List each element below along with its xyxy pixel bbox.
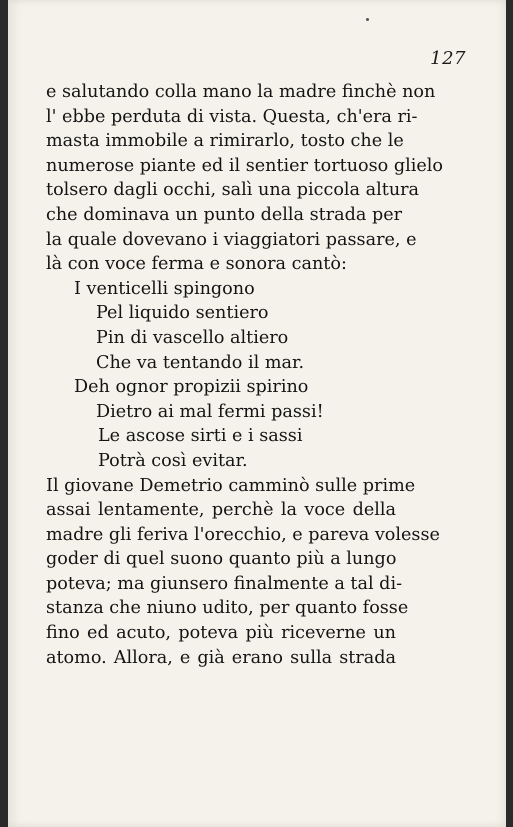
text-line: che dominava un punto della strada per (46, 204, 403, 225)
text-line: stanza che niuno udito, per quanto fosse (46, 598, 409, 619)
page-text (46, 80, 444, 670)
text-line: là con voce ferma e sonora cantò: (46, 254, 347, 275)
text-line: e salutando colla mano la madre finchè non (46, 82, 436, 102)
book-page (8, 0, 506, 827)
text-line: goder di quel suono quanto più a lungo (46, 549, 397, 570)
text-line: tolsero dagli occhi, salì una piccola altura (46, 180, 420, 201)
verse-line: Le ascose sirti e i sassi (98, 426, 303, 447)
ink-speck (366, 18, 369, 21)
text-line: assai lentamente, perchè la voce della (46, 500, 396, 521)
verse-line: Dietro ai mal fermi passi! (96, 401, 324, 422)
text-line: Il giovane Demetrio camminò sulle prime (46, 475, 416, 496)
verse-line: Che va tentando il mar. (96, 352, 305, 373)
text-line: madre gli feriva l'orecchio, e pareva volesse (46, 524, 440, 545)
verse-line: Pin di vascello altiero (96, 327, 289, 348)
text-line: masta immobile a rimirarlo, tosto che le (46, 131, 404, 152)
verse-line: I venticelli spingono (74, 278, 255, 299)
text-line: atomo. Allora, e già erano sulla strada (46, 647, 396, 668)
verse-line: Potrà così evitar. (98, 450, 248, 471)
text-line: l' ebbe perduta di vista. Questa, ch'era ri- (46, 106, 418, 127)
verse-line: Deh ognor propizii spirino (74, 377, 309, 398)
text-line: la quale dovevano i viaggiatori passare, e (46, 229, 417, 250)
verse-line: Pel liquido sentiero (96, 303, 269, 324)
text-line: numerose piante ed il sentier tortuoso glielo (46, 155, 444, 176)
text-line: fino ed acuto, poteva più riceverne un (46, 623, 396, 644)
page-number: 127 (430, 48, 466, 69)
text-line: poteva; ma giunsero finalmente a tal di- (46, 573, 403, 594)
